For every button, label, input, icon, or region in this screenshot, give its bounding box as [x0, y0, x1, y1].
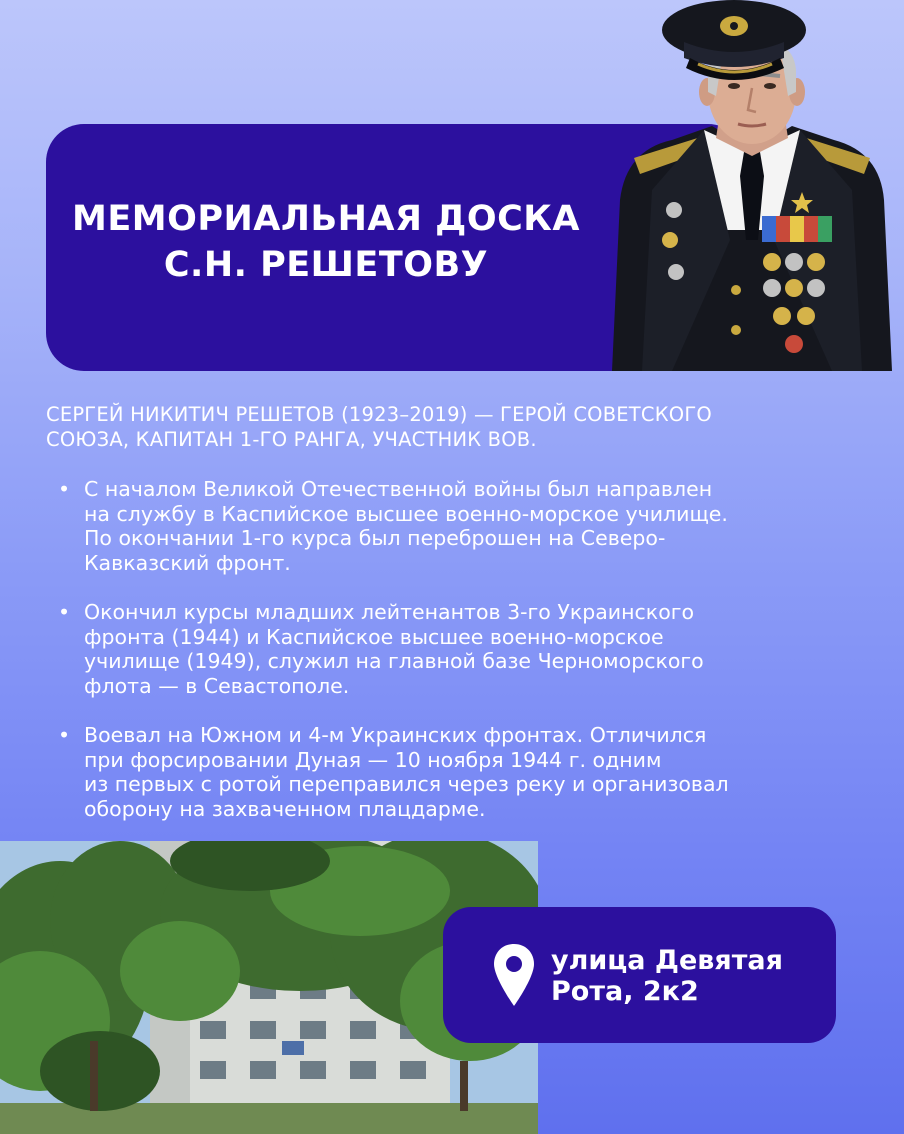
bullet: •	[58, 723, 71, 747]
fact-item	[58, 477, 858, 575]
address-line-2: Рота, 2к2	[551, 976, 699, 1007]
fact-line: По окончании 1-го курса был переброшен на Северо-	[84, 526, 666, 550]
fact-line: С началом Великой Отечественной войны был направлен	[84, 477, 713, 501]
page-title	[46, 196, 606, 288]
fact-line: из первых с ротой переправился через реку и организовал	[84, 772, 729, 796]
facts-list	[58, 477, 858, 846]
fact-line: Кавказский фронт.	[84, 550, 291, 575]
address-text	[551, 945, 783, 1007]
location-pin-icon	[494, 944, 534, 1006]
bullet: •	[58, 600, 71, 624]
fact-line: оборону на захваченном плацдарме.	[84, 796, 486, 821]
fact-item	[58, 600, 858, 698]
fact-line: Окончил курсы младших лейтенантов 3-го Украинского	[84, 600, 695, 624]
fact-line: на службу в Каспийское высшее военно-морское училище.	[84, 501, 728, 526]
fact-line: при форсировании Дуная — 10 ноября 1944 г. одним	[84, 747, 662, 772]
page-title-line-1: МЕМОРИАЛЬНАЯ ДОСКА	[72, 199, 580, 239]
fact-line: училище (1949), служил на главной базе Черноморского	[84, 649, 704, 673]
intro-line-2: СОЮЗА, КАПИТАН 1-ГО РАНГА, УЧАСТНИК ВОВ.	[46, 428, 537, 451]
fact-line: фронта (1944) и Каспийское высшее военно-морское	[84, 624, 664, 649]
fact-line: Воевал на Южном и 4-м Украинских фронтах. Отличился	[84, 723, 707, 747]
fact-line: флота — в Севастополе.	[84, 673, 350, 698]
page-title-line-2: С.Н. РЕШЕТОВУ	[163, 245, 489, 285]
intro-line-1: СЕРГЕЙ НИКИТИЧ РЕШЕТОВ (1923–2019) — ГЕРОЙ СОВЕТСКОГО	[46, 403, 712, 426]
address-card	[443, 907, 836, 1043]
fact-item	[58, 723, 858, 821]
bullet: •	[58, 477, 71, 501]
portrait-photo	[612, 0, 892, 371]
address-line-1: улица Девятая	[551, 945, 783, 976]
intro-text	[46, 402, 846, 452]
